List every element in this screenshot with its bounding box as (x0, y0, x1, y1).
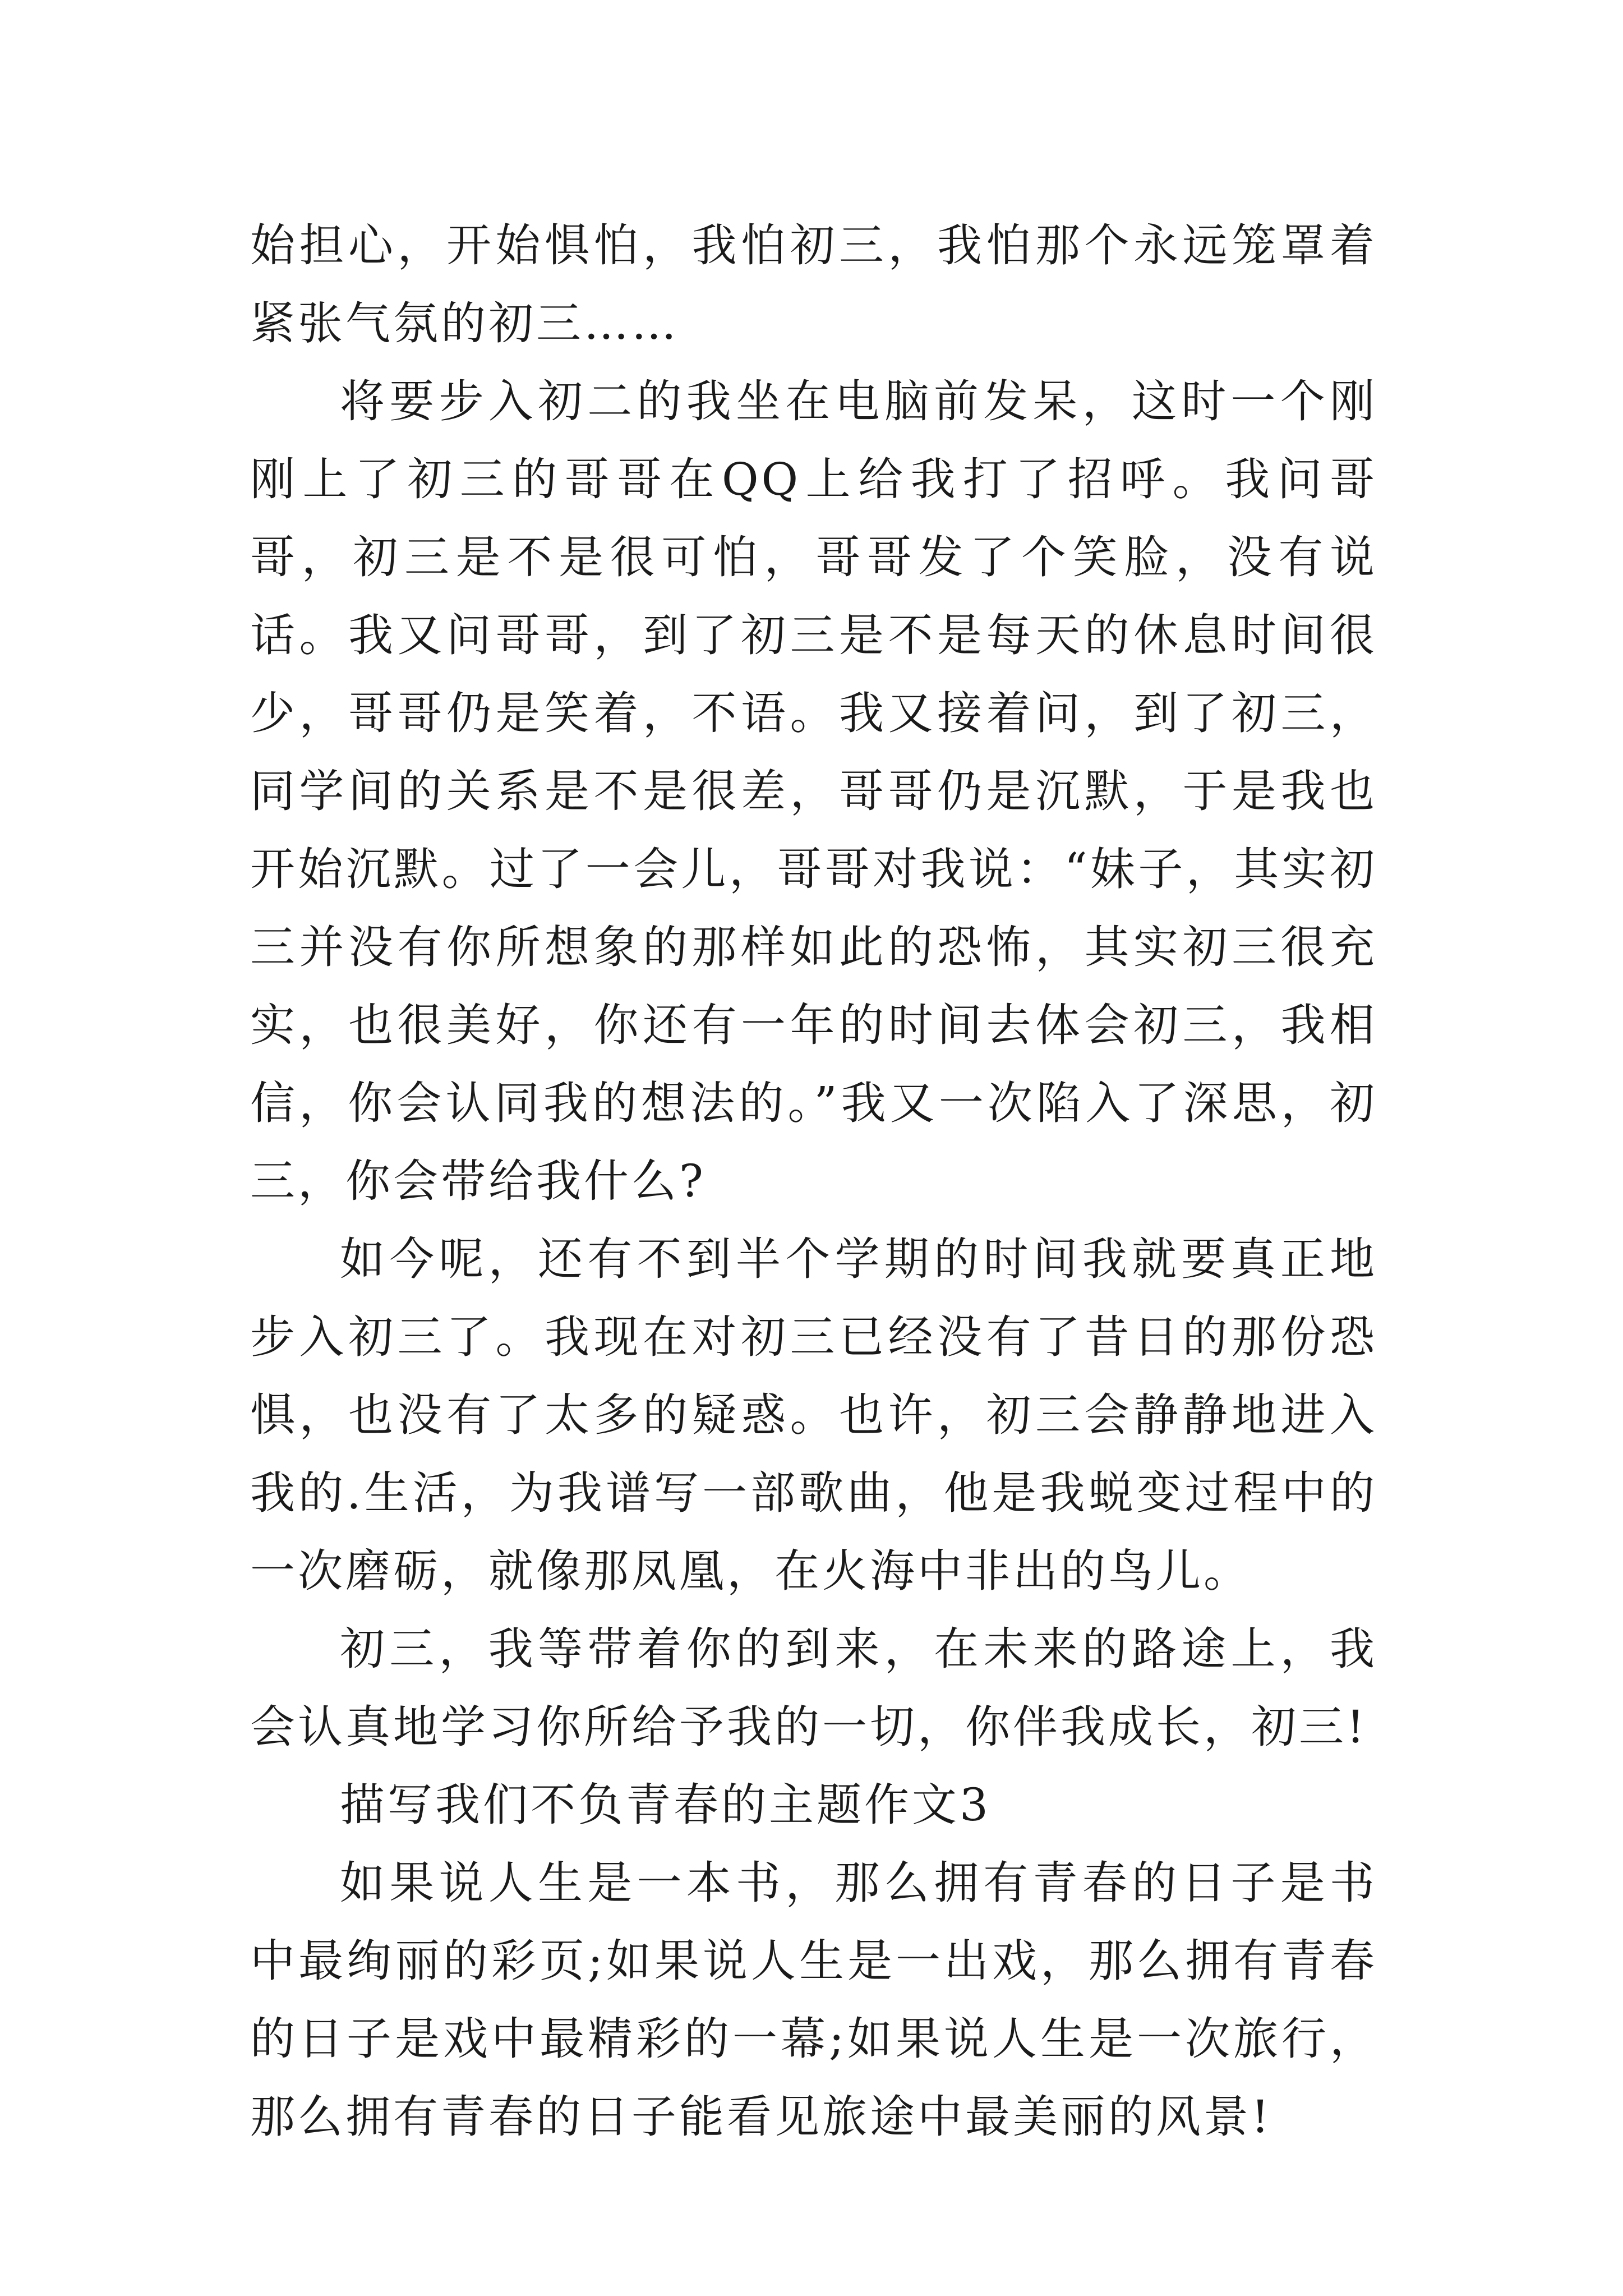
document-body (250, 206, 1377, 2156)
paragraph-closing: 初三，我等带着你的到来，在未来的路途上，我会认真地学习你所给予我的一切，你伴我成长，初三! (250, 1623, 1377, 1753)
paragraph-now: 如今呢，还有不到半个学期的时间我就要真正地步入初三了。我现在对初三已经没有了昔日的那份恐惧，也没有了太多的疑惑。也许，初三会静静地进入我的.生活，为我谱写一部歌曲，他是我蜕变过程中的一次磨砺，就像那凤凰，在火海中非出的鸟儿。 (250, 1233, 1377, 1597)
paragraph-life-metaphor: 如果说人生是一本书，那么拥有青春的日子是书中最绚丽的彩页;如果说人生是一出戏，那么拥有青春的日子是戏中最精彩的一幕;如果说人生是一次旅行，那么拥有青春的日子能看见旅途中最美丽的风景! (250, 1857, 1377, 2143)
essay-heading: 描写我们不负青春的主题作文3 (340, 1779, 991, 1831)
paragraph-qq-conversation: 将要步入初二的我坐在电脑前发呆，这时一个刚刚上了初三的哥哥在QQ上给我打了招呼。我问哥哥，初三是不是很可怕，哥哥发了个笑脸，没有说话。我又问哥哥，到了初三是不是每天的休息时间很少，哥哥仍是笑着，不语。我又接着问，到了初三，同学间的关系是不是很差，哥哥仍是沉默，于是我也开始沉默。过了一会儿，哥哥对我说：“妹子，其实初三并没有你所想象的那样如此的恐怖，其实初三很充实，也很美好，你还有一年的时间去体会初三，我相信，你会认同我的想法的。”我又一次陷入了深思，初三，你会带给我什么? (250, 375, 1377, 1207)
paragraph-continuation: 始担心，开始惧怕，我怕初三，我怕那个永远笼罩着紧张气氛的初三…… (250, 219, 1377, 349)
